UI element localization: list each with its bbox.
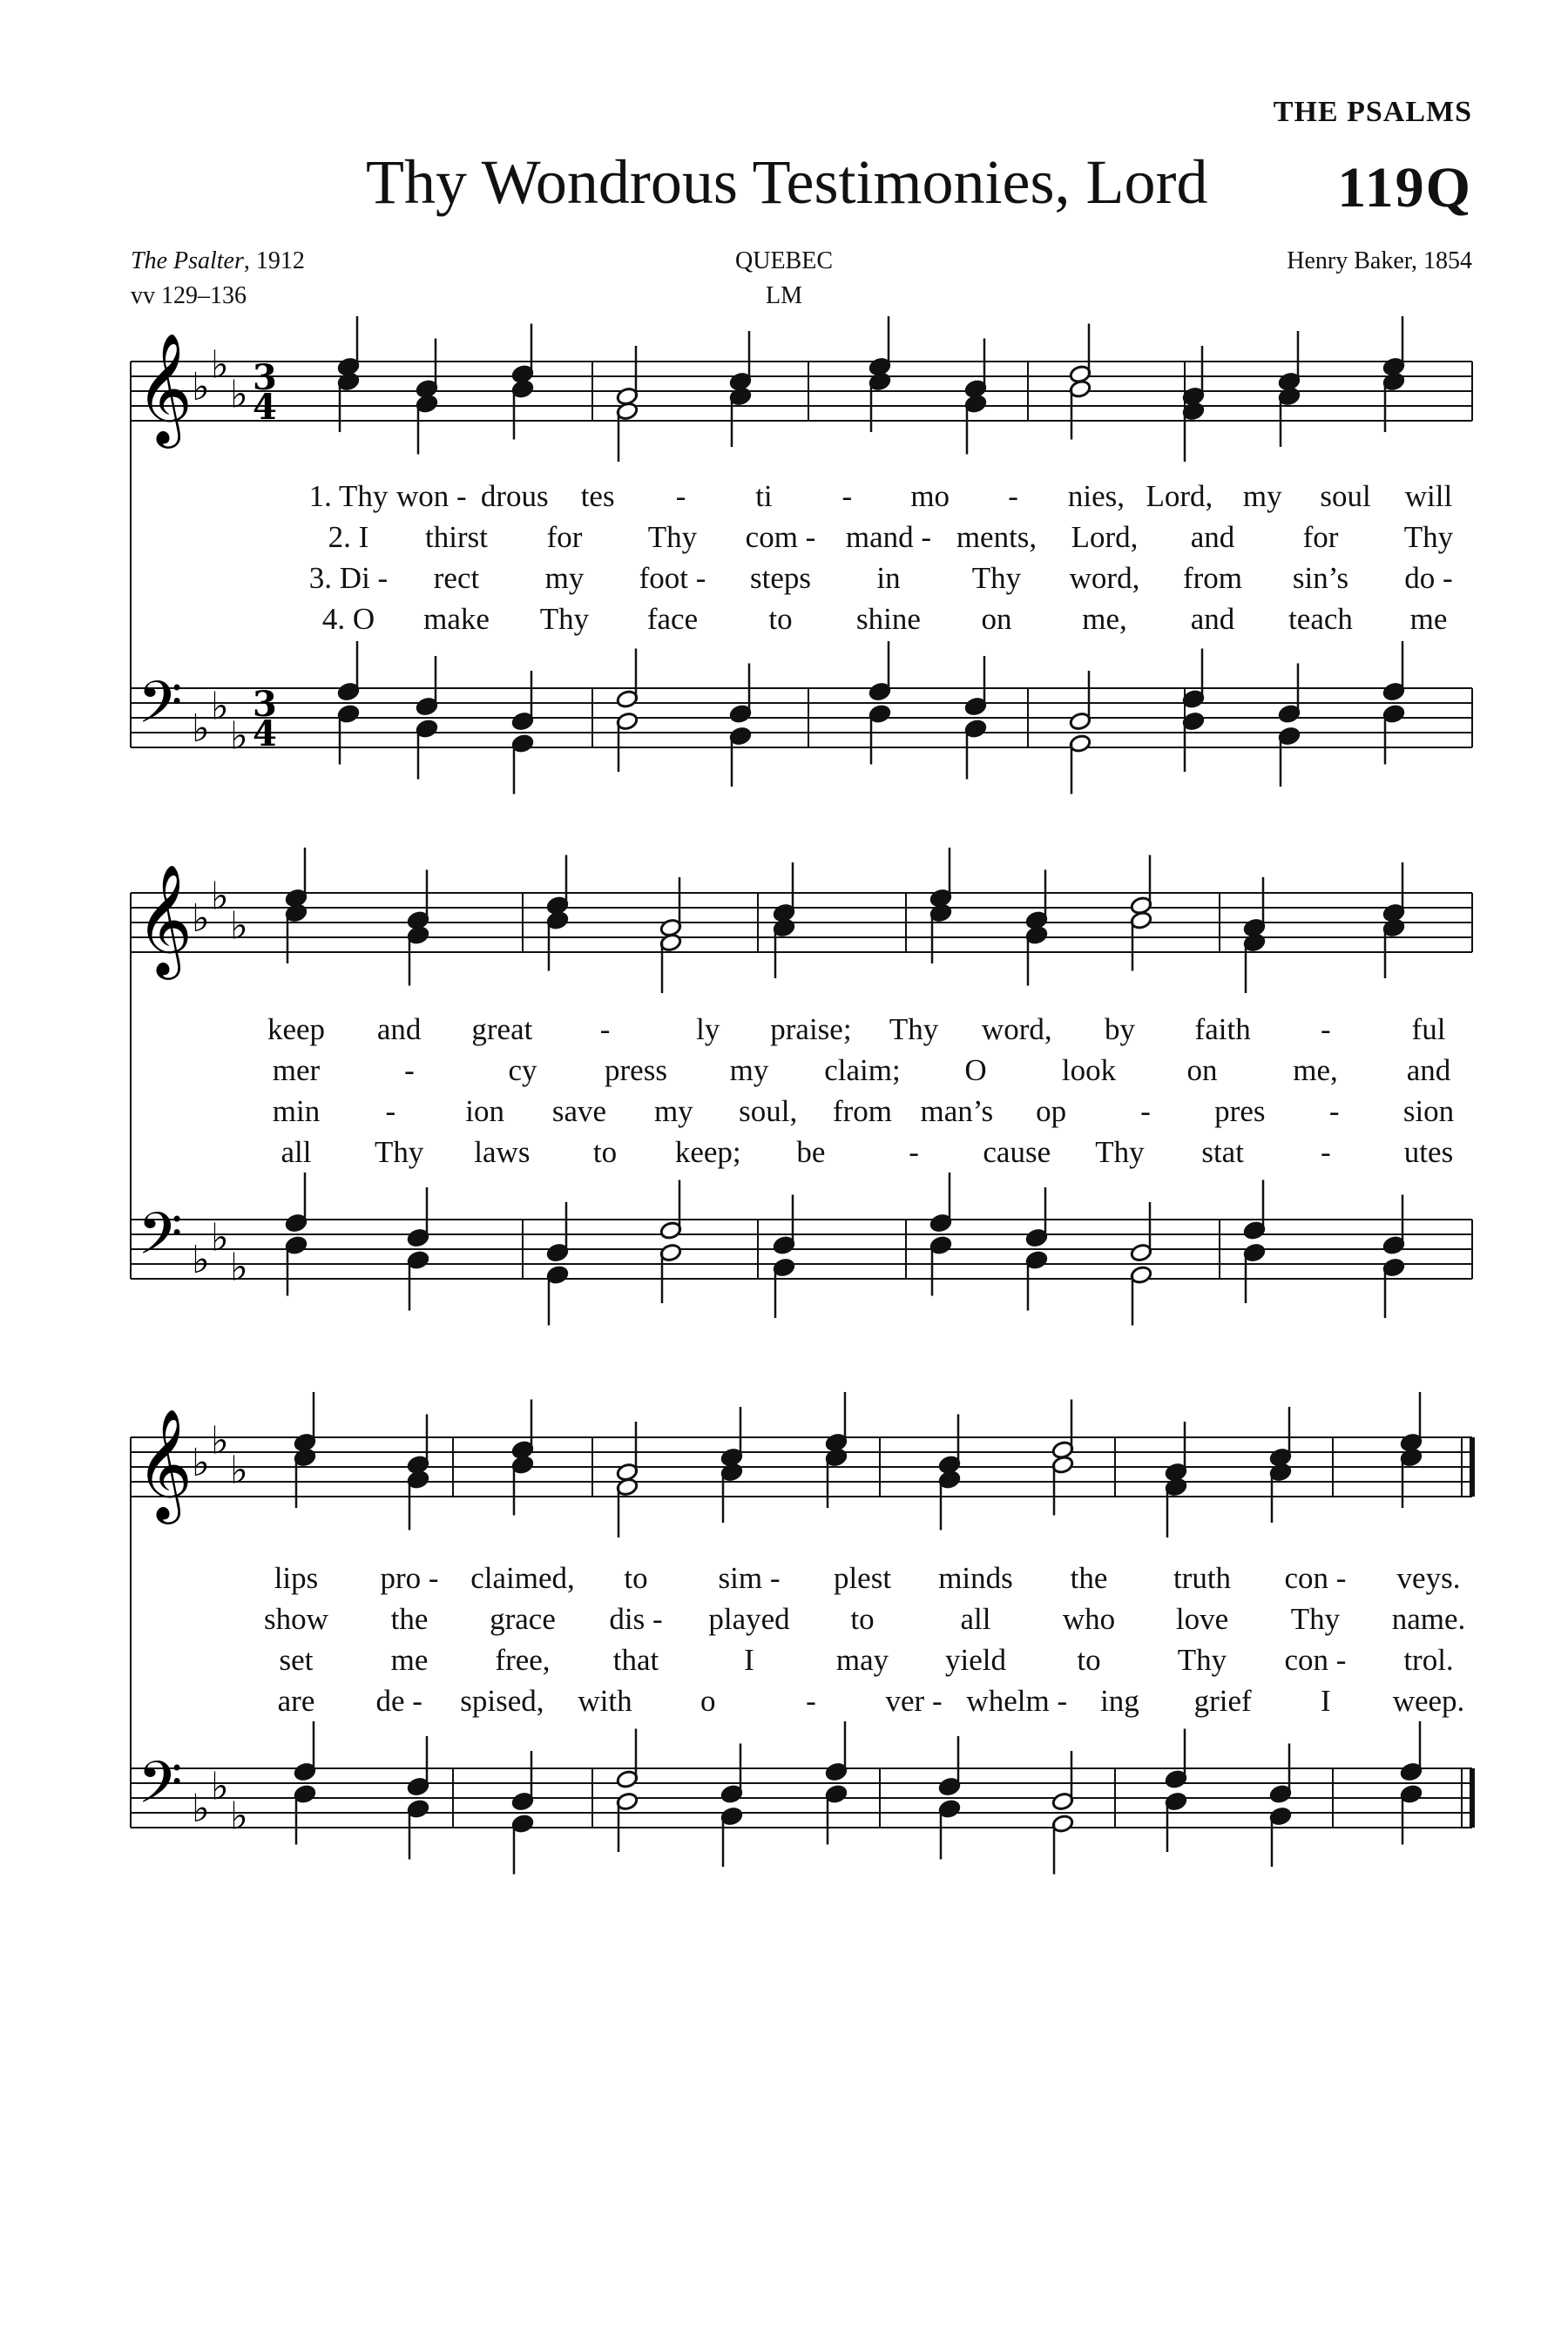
lyric-syllable: 3. Di - [308,561,389,595]
bass-clef: 𝄢 [138,1749,183,1830]
time-signature-bottom: 4 [253,713,277,754]
lyric-syllable: my [544,561,585,595]
lyric-syllable: are [277,1684,315,1718]
lyric-syllable: weep. [1392,1684,1465,1718]
flat-accidental: ♭ [230,1448,248,1493]
lyric-syllable: all [280,1135,312,1169]
lyric-syllable: face [646,602,699,636]
flat-accidental: ♭ [192,1441,210,1485]
lyric-syllable: whelm - [966,1684,1068,1718]
lyric-syllable: Thy [1095,1135,1145,1169]
lyric-syllable: ful [1411,1012,1446,1046]
text-source-year: , 1912 [243,247,305,274]
lyric-syllable: truth [1173,1561,1232,1595]
lyric-syllable: to [1077,1643,1101,1677]
lyric-syllable: look [1061,1053,1117,1087]
lyric-syllable: sion [1402,1094,1455,1128]
lyric-syllable: Thy [1177,1643,1227,1677]
lyric-syllable: con - [1284,1643,1347,1677]
lyric-syllable: Thy [647,520,698,554]
flat-accidental: ♭ [230,372,248,417]
lyric-syllable: I [1320,1684,1331,1718]
text-source-title: The Psalter [131,247,244,274]
lyric-syllable: pres [1214,1094,1266,1128]
lyric-syllable: ver - [885,1684,943,1718]
lyric-syllable: 4. O [321,602,375,636]
lyric-syllable: dis - [609,1602,663,1636]
lyric-syllable: spised, [460,1684,544,1718]
lyric-syllable: ti [755,479,773,513]
lyric-syllable: and [1190,520,1235,554]
lyric-syllable: 2. I [328,520,369,554]
lyric-syllable: Thy [539,602,590,636]
lyric-hyphen: - [1008,479,1018,513]
flat-accidental: ♭ [192,1238,210,1282]
lyric-syllable: I [744,1643,754,1677]
flat-accidental: ♭ [230,1794,248,1839]
meter: LM [766,282,802,309]
lyric-syllable: my [729,1053,769,1087]
lyric-syllable: press [605,1053,667,1087]
flat-accidental: ♭ [192,365,210,409]
lyric-syllable: pro - [380,1561,439,1595]
lyric-line [0,561,1568,601]
lyric-syllable: O [964,1053,987,1087]
lyric-syllable: on [1186,1053,1218,1087]
lyric-syllable: Thy [889,1012,939,1046]
lyric-syllable: claim; [824,1053,901,1087]
lyric-syllable: ly [696,1012,720,1046]
hymn-number: 119Q [1337,156,1472,220]
lyric-hyphen: - [1320,1135,1331,1169]
lyric-hyphen: - [1328,1094,1340,1128]
flat-accidental: ♭ [211,874,229,919]
flat-accidental: ♭ [230,713,248,759]
verse-range: vv 129–136 [131,282,247,309]
time-signature-bottom: 4 [253,387,277,428]
lyric-line [0,1012,1568,1052]
lyric-syllable: Thy [374,1135,424,1169]
flat-accidental: ♭ [230,903,248,949]
lyric-syllable: by [1104,1012,1135,1046]
lyric-syllable: veys. [1396,1561,1461,1595]
lyric-syllable: trol. [1403,1643,1454,1677]
lyric-syllable: man’s [920,1094,994,1128]
hymn-title: Thy Wondrous Testimonies, Lord [366,147,1208,217]
lyric-syllable: praise; [770,1012,852,1046]
lyric-hyphen: - [404,1053,415,1087]
lyric-syllable: grief [1193,1684,1252,1718]
lyric-syllable: to [768,602,793,636]
lyric-syllable: tes [580,479,615,513]
lyric-hyphen: - [841,479,853,513]
lyric-syllable: me [390,1643,429,1677]
lyric-hyphen: - [909,1135,919,1169]
lyric-syllable: laws [474,1135,531,1169]
lyric-hyphen: - [1140,1094,1151,1128]
lyric-syllable: com - [745,520,816,554]
time-signature-top: 3 [253,357,277,398]
lyric-syllable: faith [1194,1012,1251,1046]
lyric-syllable: to [850,1602,875,1636]
lyric-syllable: to [624,1561,648,1595]
lyric-syllable: foot - [639,561,706,595]
lyric-syllable: claimed, [470,1561,575,1595]
lyric-line [0,1602,1568,1642]
lyric-syllable: that [612,1643,659,1677]
lyric-line [0,1643,1568,1683]
lyric-syllable: with [578,1684,632,1718]
lyric-syllable: make [423,602,490,636]
lyric-syllable: be [796,1135,826,1169]
lyric-syllable: ments, [956,520,1037,554]
tune-name: QUEBEC [735,247,833,274]
lyric-syllable: and [1406,1053,1451,1087]
lyric-syllable: from [832,1094,893,1128]
treble-clef: 𝄞 [136,863,193,975]
lyric-syllable: keep [267,1012,326,1046]
lyric-syllable: mand - [845,520,932,554]
lyric-syllable: con - [1284,1561,1347,1595]
lyric-syllable: me [1409,602,1448,636]
lyric-syllable: word, [981,1012,1052,1046]
time-signature-top: 3 [253,684,277,725]
lyric-line [0,520,1568,560]
flat-accidental: ♭ [211,684,229,729]
lyric-syllable: set [279,1643,314,1677]
lyric-syllable: stat [1201,1135,1244,1169]
flat-accidental: ♭ [230,1245,248,1290]
lyric-syllable: yield [945,1643,1006,1677]
lyric-syllable: love [1175,1602,1229,1636]
lyric-syllable: the [1070,1561,1108,1595]
lyric-syllable: word, [1069,561,1140,595]
lyric-syllable: o [700,1684,716,1718]
lyric-line [0,1561,1568,1601]
lyric-syllable: de - [375,1684,422,1718]
flat-accidental: ♭ [211,1418,229,1463]
lyric-syllable: the [390,1602,429,1636]
lyric-syllable: mo [910,479,950,513]
lyric-syllable: for [1302,520,1339,554]
flat-accidental: ♭ [192,706,210,751]
lyric-syllable: Lord, [1146,479,1213,513]
lyric-syllable: sim - [718,1561,781,1595]
lyric-syllable: Thy [1290,1602,1341,1636]
lyric-line [0,479,1568,519]
lyric-syllable: thirst [425,520,488,554]
lyric-syllable: soul, [739,1094,798,1128]
flat-accidental: ♭ [211,342,229,388]
lyric-syllable: 1. Thy [308,479,389,513]
lyric-syllable: steps [750,561,811,595]
lyric-syllable: show [264,1602,328,1636]
lyric-syllable: free, [495,1643,551,1677]
composer: Henry Baker, 1854 [1287,247,1472,274]
bass-clef: 𝄢 [138,669,183,750]
lyric-syllable: from [1182,561,1243,595]
lyric-syllable: lips [274,1561,319,1595]
lyric-line [0,1094,1568,1134]
lyric-syllable: ion [465,1094,505,1128]
lyric-syllable: great [471,1012,533,1046]
lyric-syllable: on [981,602,1012,636]
lyric-syllable: to [592,1135,618,1169]
lyric-syllable: nies, [1067,479,1125,513]
lyric-syllable: cause [983,1135,1051,1169]
lyric-syllable: who [1062,1602,1116,1636]
lyric-syllable: plest [833,1561,892,1595]
lyric-syllable: and [376,1012,422,1046]
lyric-syllable: rect [433,561,480,595]
lyric-syllable: do - [1404,561,1453,595]
lyric-hyphen: - [599,1012,611,1046]
lyric-syllable: may [835,1643,889,1677]
lyric-line [0,1135,1568,1175]
lyric-syllable: shine [856,602,921,636]
lyric-hyphen: - [1320,1012,1331,1046]
lyric-syllable: mer [272,1053,321,1087]
section-heading: THE PSALMS [1273,96,1472,128]
lyric-syllable: cy [508,1053,537,1087]
lyric-syllable: save [551,1094,607,1128]
lyric-syllable: Thy [1403,520,1454,554]
lyric-hyphen: - [385,1094,396,1128]
lyric-syllable: and [1190,602,1235,636]
lyric-syllable: Lord, [1071,520,1139,554]
lyric-syllable: minds [938,1561,1013,1595]
lyric-syllable: name. [1391,1602,1466,1636]
lyric-syllable: me, [1293,1053,1338,1087]
treble-clef: 𝄞 [136,332,193,443]
lyric-syllable: min [272,1094,321,1128]
flat-accidental: ♭ [211,1764,229,1809]
lyric-syllable: for [546,520,583,554]
lyric-syllable: me, [1082,602,1127,636]
lyric-syllable: in [876,561,901,595]
flat-accidental: ♭ [211,1215,229,1260]
lyric-syllable: all [960,1602,991,1636]
lyric-syllable: won - [396,479,467,513]
lyric-syllable: keep; [674,1135,741,1169]
lyric-syllable: my [1242,479,1282,513]
lyric-syllable: ing [1100,1684,1139,1718]
lyric-syllable: drous [480,479,549,513]
lyric-syllable: my [653,1094,693,1128]
lyric-line [0,1053,1568,1093]
lyric-syllable: sin’s [1292,561,1349,595]
lyric-hyphen: - [675,479,686,513]
bass-clef: 𝄢 [138,1200,183,1281]
lyric-syllable: soul [1320,479,1371,513]
lyric-syllable: Thy [971,561,1022,595]
lyric-syllable: utes [1403,1135,1454,1169]
lyric-line [0,1684,1568,1724]
lyric-syllable: op [1036,1094,1067,1128]
lyric-line [0,602,1568,642]
lyric-syllable: grace [490,1602,556,1636]
lyric-syllable: played [708,1602,790,1636]
flat-accidental: ♭ [192,1787,210,1831]
lyric-syllable: will [1404,479,1453,513]
flat-accidental: ♭ [192,896,210,941]
treble-clef: 𝄞 [136,1408,193,1519]
lyric-syllable: teach [1288,602,1353,636]
lyric-hyphen: - [806,1684,816,1718]
